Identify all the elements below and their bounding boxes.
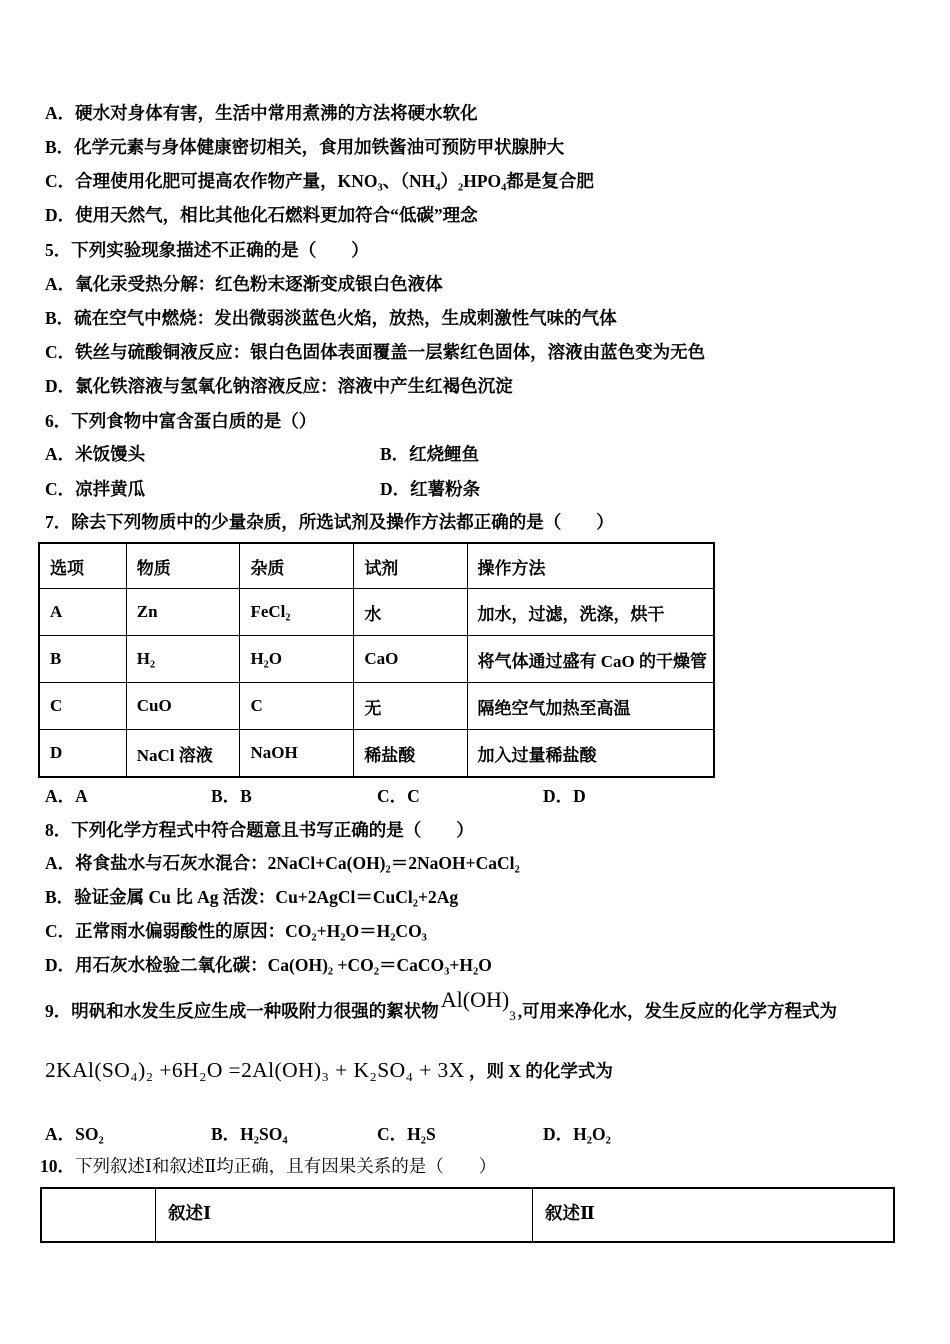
inline-formula-aloh3 (439, 987, 518, 1023)
question-6-option-a: A．米饭馒头 (45, 444, 146, 464)
table-cell: CaO (354, 636, 467, 683)
statement-table (40, 1187, 895, 1243)
table-header-cell: 物质 (126, 543, 240, 589)
question-4-option-d: D．使用天然气，相比其他化石燃料更加符合“低碳”理念 (45, 205, 478, 225)
question-6-option-d: D．红薯粉条 (380, 479, 481, 499)
statement-table-header-row (41, 1188, 894, 1242)
table-row (39, 589, 714, 636)
question-9-option-c: C．H₂S (377, 1124, 436, 1144)
purification-table (38, 542, 715, 778)
question-9-option-a: A．SO₂ (45, 1124, 104, 1144)
question-9-option-b: B．H₂SO₄ (211, 1124, 288, 1144)
table-header-cell: 选项 (39, 543, 126, 589)
table-cell: C (240, 683, 354, 730)
table-cell: H₂O (240, 636, 354, 683)
statement-table-empty-cell (41, 1188, 156, 1242)
question-5-option-d: D．氯化铁溶液与氢氧化钠溶液反应：溶液中产生红褐色沉淀 (45, 376, 513, 396)
table-cell: B (39, 636, 126, 683)
question-8-option-a: A．将食盐水与石灰水混合：2NaCl+Ca(OH)₂＝2NaOH+CaCl₂ (45, 853, 520, 873)
table-cell: 将气体通过盛有 CaO 的干燥管 (467, 636, 714, 683)
question-5-option-a: A．氧化汞受热分解：红色粉末逐渐变成银白色液体 (45, 274, 443, 294)
table-cell: 稀盐酸 (354, 730, 467, 778)
question-9-options-row (45, 1122, 611, 1146)
formula-subscript: 3 (509, 1008, 516, 1023)
table-header-cell: 试剂 (354, 543, 467, 589)
question-7-answer-d: D．D (543, 786, 586, 806)
question-6-options-row-2 (45, 477, 481, 501)
question-6-options-row-1 (45, 442, 480, 466)
question-7-answer-c: C．C (377, 786, 420, 806)
table-cell: 加水，过滤，洗涤，烘干 (467, 589, 714, 636)
question-6-stem: 6．下列食物中富含蛋白质的是（） (45, 411, 317, 431)
table-cell: FeCl₂ (240, 589, 354, 636)
statement-table-header-2: 叙述Ⅱ (533, 1188, 895, 1242)
question-8-option-c: C．正常雨水偏弱酸性的原因：CO₂+H₂O＝H₂CO₃ (45, 921, 427, 941)
question-8-option-d: D．用石灰水检验二氧化碳：Ca(OH)₂ +CO₂＝CaCO₃+H₂O (45, 955, 492, 975)
table-cell: D (39, 730, 126, 778)
question-10-number: 10． (40, 1156, 75, 1176)
table-cell: 水 (354, 589, 467, 636)
table-cell: C (39, 683, 126, 730)
table-cell: 无 (354, 683, 467, 730)
question-7-answer-b: B．B (211, 786, 252, 806)
question-10-stem-text: 下列叙述Ⅰ和叙述Ⅱ均正确，且有因果关系的是（ ） (75, 1156, 497, 1176)
chemical-equation: 2KAl(SO₄)₂ +6H₂O =2Al(OH)₃ + K₂SO₄ + 3X (45, 1058, 465, 1082)
table-cell: A (39, 589, 126, 636)
question-5-option-b: B．硫在空气中燃烧：发出微弱淡蓝色火焰，放热，生成刺激性气味的气体 (45, 308, 617, 328)
question-5-stem: 5．下列实验现象描述不正确的是（ ） (45, 240, 369, 260)
table-cell: NaOH (240, 730, 354, 778)
question-4-option-c: C．合理使用化肥可提高农作物产量，KNO₃、（NH₄）₂HPO₄都是复合肥 (45, 171, 594, 191)
table-row (39, 636, 714, 683)
table-row (39, 683, 714, 730)
question-4-option-a: A．硬水对身体有害，生活中常用煮沸的方法将硬水软化 (45, 103, 478, 123)
question-10-stem (40, 1154, 496, 1178)
table-cell: 隔绝空气加热至高温 (467, 683, 714, 730)
purification-table-header-row (39, 543, 714, 589)
table-header-cell: 杂质 (240, 543, 354, 589)
question-7-stem: 7．除去下列物质中的少量杂质，所选试剂及操作方法都正确的是（ ） (45, 512, 614, 532)
table-row (39, 730, 714, 778)
question-8-stem: 8．下列化学方程式中符合题意且书写正确的是（ ） (45, 820, 474, 840)
question-9-stem-suffix: ,可用来净化水，发生反应的化学方程式为 (517, 1001, 838, 1021)
question-7-answer-row (45, 784, 586, 808)
table-cell: H₂ (126, 636, 240, 683)
table-header-cell: 操作方法 (467, 543, 714, 589)
question-9-stem-prefix: 9．明矾和水发生反应生成一种吸附力很强的絮状物 (45, 1001, 439, 1021)
question-8-option-b: B．验证金属 Cu 比 Ag 活泼：Cu+2AgCl＝CuCl₂+2Ag (45, 887, 459, 907)
table-cell: NaCl 溶液 (126, 730, 240, 778)
question-4-option-b: B．化学元素与身体健康密切相关，食用加铁酱油可预防甲状腺肿大 (45, 137, 565, 157)
formula-main: Al(OH) (440, 987, 510, 1012)
question-6-option-c: C．凉拌黄瓜 (45, 479, 146, 499)
question-9-equation-line (45, 1058, 613, 1083)
question-9-option-d: D．H₂O₂ (543, 1124, 611, 1144)
statement-table-header-1: 叙述Ⅰ (156, 1188, 533, 1242)
question-9-stem (45, 987, 838, 1025)
table-cell: CuO (126, 683, 240, 730)
table-cell: 加入过量稀盐酸 (467, 730, 714, 778)
table-cell: Zn (126, 589, 240, 636)
question-6-option-b: B．红烧鲤鱼 (380, 444, 480, 464)
question-5-option-c: C．铁丝与硫酸铜液反应：银白色固体表面覆盖一层紫红色固体，溶液由蓝色变为无色 (45, 342, 706, 362)
equation-tail-text: ，则 X 的化学式为 (469, 1061, 613, 1081)
question-7-answer-a: A．A (45, 786, 88, 806)
